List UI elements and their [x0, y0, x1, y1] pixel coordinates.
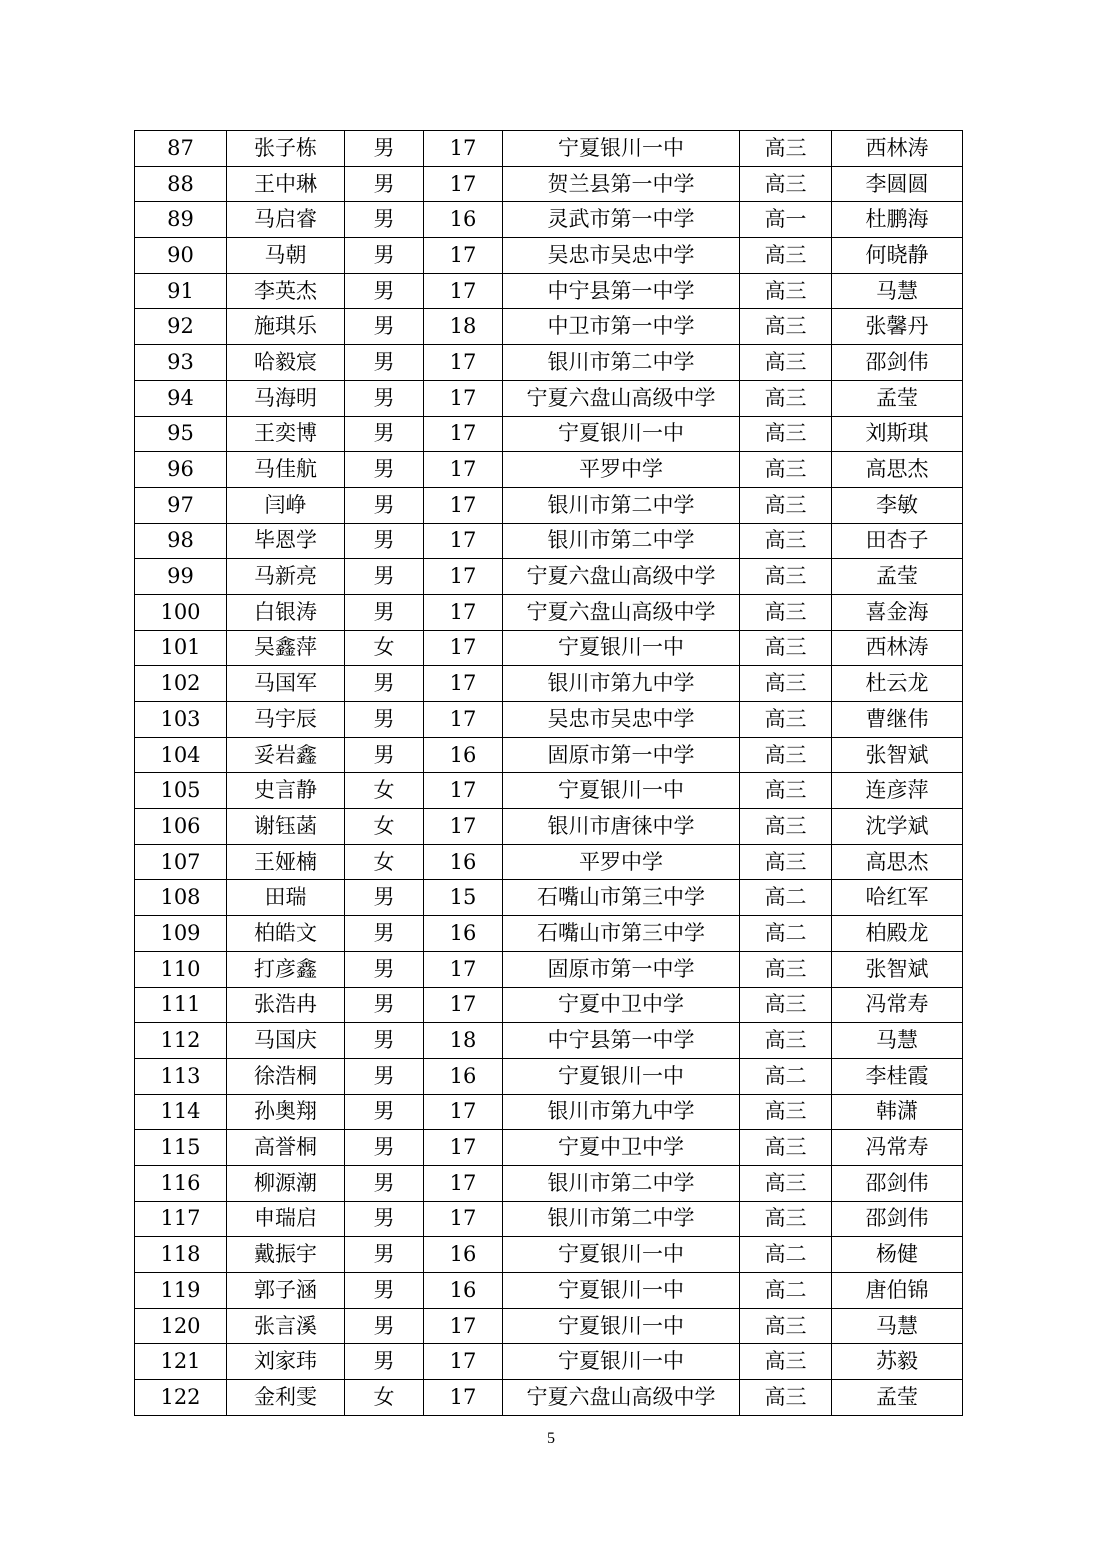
- gender-cell: 男: [345, 1308, 424, 1344]
- age-cell: 17: [424, 559, 503, 595]
- school-cell: 宁夏银川一中: [503, 1058, 740, 1094]
- table-row: [135, 880, 963, 916]
- table-row: [135, 416, 963, 452]
- gender-cell: 男: [345, 737, 424, 773]
- table-row: [135, 1201, 963, 1237]
- grade-cell: 高一: [740, 202, 832, 238]
- teacher-cell: 孟莹: [832, 1380, 963, 1416]
- gender-cell: 男: [345, 1094, 424, 1130]
- table-row: [135, 630, 963, 666]
- teacher-cell: 西林涛: [832, 630, 963, 666]
- teacher-cell: 杜云龙: [832, 666, 963, 702]
- grade-cell: 高三: [740, 487, 832, 523]
- index-cell: 87: [135, 131, 227, 167]
- table-row: [135, 452, 963, 488]
- teacher-cell: 喜金海: [832, 594, 963, 630]
- table-row: [135, 1130, 963, 1166]
- school-cell: 石嘴山市第三中学: [503, 916, 740, 952]
- age-cell: 18: [424, 1023, 503, 1059]
- grade-cell: 高三: [740, 131, 832, 167]
- gender-cell: 男: [345, 345, 424, 381]
- gender-cell: 男: [345, 666, 424, 702]
- school-cell: 银川市第二中学: [503, 1201, 740, 1237]
- index-cell: 106: [135, 809, 227, 845]
- school-cell: 宁夏银川一中: [503, 630, 740, 666]
- grade-cell: 高二: [740, 1058, 832, 1094]
- age-cell: 17: [424, 1201, 503, 1237]
- roster-body: [135, 131, 963, 1416]
- teacher-cell: 沈学斌: [832, 809, 963, 845]
- grade-cell: 高三: [740, 951, 832, 987]
- table-row: [135, 345, 963, 381]
- age-cell: 15: [424, 880, 503, 916]
- school-cell: 石嘴山市第三中学: [503, 880, 740, 916]
- gender-cell: 男: [345, 1165, 424, 1201]
- name-cell: 柳源潮: [227, 1165, 345, 1201]
- age-cell: 17: [424, 416, 503, 452]
- school-cell: 宁夏银川一中: [503, 1344, 740, 1380]
- grade-cell: 高三: [740, 844, 832, 880]
- name-cell: 施琪乐: [227, 309, 345, 345]
- teacher-cell: 邵剑伟: [832, 1201, 963, 1237]
- name-cell: 吴鑫萍: [227, 630, 345, 666]
- grade-cell: 高三: [740, 1201, 832, 1237]
- gender-cell: 男: [345, 309, 424, 345]
- name-cell: 王奕博: [227, 416, 345, 452]
- school-cell: 宁夏银川一中: [503, 1273, 740, 1309]
- age-cell: 17: [424, 238, 503, 274]
- teacher-cell: 李圆圆: [832, 166, 963, 202]
- gender-cell: 男: [345, 487, 424, 523]
- age-cell: 16: [424, 1058, 503, 1094]
- grade-cell: 高三: [740, 238, 832, 274]
- index-cell: 118: [135, 1237, 227, 1273]
- index-cell: 117: [135, 1201, 227, 1237]
- teacher-cell: 连彦萍: [832, 773, 963, 809]
- school-cell: 银川市第二中学: [503, 523, 740, 559]
- table-row: [135, 1165, 963, 1201]
- name-cell: 刘家玮: [227, 1344, 345, 1380]
- gender-cell: 男: [345, 594, 424, 630]
- grade-cell: 高三: [740, 309, 832, 345]
- age-cell: 17: [424, 773, 503, 809]
- age-cell: 16: [424, 202, 503, 238]
- name-cell: 马新亮: [227, 559, 345, 595]
- name-cell: 马国军: [227, 666, 345, 702]
- name-cell: 张子栋: [227, 131, 345, 167]
- age-cell: 17: [424, 809, 503, 845]
- name-cell: 张浩冉: [227, 987, 345, 1023]
- age-cell: 17: [424, 666, 503, 702]
- table-row: [135, 1237, 963, 1273]
- age-cell: 16: [424, 844, 503, 880]
- name-cell: 李英杰: [227, 273, 345, 309]
- grade-cell: 高三: [740, 523, 832, 559]
- gender-cell: 男: [345, 1237, 424, 1273]
- name-cell: 史言静: [227, 773, 345, 809]
- index-cell: 103: [135, 702, 227, 738]
- school-cell: 银川市第二中学: [503, 345, 740, 381]
- table-row: [135, 1273, 963, 1309]
- table-row: [135, 594, 963, 630]
- age-cell: 17: [424, 1130, 503, 1166]
- name-cell: 谢钰菡: [227, 809, 345, 845]
- age-cell: 17: [424, 345, 503, 381]
- teacher-cell: 杨健: [832, 1237, 963, 1273]
- grade-cell: 高三: [740, 1344, 832, 1380]
- name-cell: 王娅楠: [227, 844, 345, 880]
- school-cell: 固原市第一中学: [503, 951, 740, 987]
- index-cell: 107: [135, 844, 227, 880]
- index-cell: 122: [135, 1380, 227, 1416]
- name-cell: 马佳航: [227, 452, 345, 488]
- grade-cell: 高三: [740, 809, 832, 845]
- school-cell: 中宁县第一中学: [503, 1023, 740, 1059]
- table-row: [135, 737, 963, 773]
- teacher-cell: 何晓静: [832, 238, 963, 274]
- school-cell: 银川市第九中学: [503, 666, 740, 702]
- index-cell: 116: [135, 1165, 227, 1201]
- table-row: [135, 380, 963, 416]
- name-cell: 申瑞启: [227, 1201, 345, 1237]
- index-cell: 102: [135, 666, 227, 702]
- grade-cell: 高二: [740, 916, 832, 952]
- grade-cell: 高三: [740, 559, 832, 595]
- name-cell: 马国庆: [227, 1023, 345, 1059]
- table-row: [135, 1058, 963, 1094]
- school-cell: 中宁县第一中学: [503, 273, 740, 309]
- table-row: [135, 1094, 963, 1130]
- teacher-cell: 杜鹏海: [832, 202, 963, 238]
- teacher-cell: 西林涛: [832, 131, 963, 167]
- index-cell: 99: [135, 559, 227, 595]
- index-cell: 94: [135, 380, 227, 416]
- age-cell: 16: [424, 916, 503, 952]
- index-cell: 121: [135, 1344, 227, 1380]
- name-cell: 马启睿: [227, 202, 345, 238]
- age-cell: 17: [424, 523, 503, 559]
- name-cell: 金利雯: [227, 1380, 345, 1416]
- table-row: [135, 1023, 963, 1059]
- grade-cell: 高二: [740, 1273, 832, 1309]
- teacher-cell: 马慧: [832, 1308, 963, 1344]
- table-row: [135, 131, 963, 167]
- gender-cell: 男: [345, 273, 424, 309]
- school-cell: 吴忠市吴忠中学: [503, 702, 740, 738]
- gender-cell: 男: [345, 238, 424, 274]
- school-cell: 银川市唐徕中学: [503, 809, 740, 845]
- name-cell: 高誉桐: [227, 1130, 345, 1166]
- teacher-cell: 孟莹: [832, 380, 963, 416]
- age-cell: 18: [424, 309, 503, 345]
- age-cell: 17: [424, 166, 503, 202]
- name-cell: 马海明: [227, 380, 345, 416]
- name-cell: 郭子涵: [227, 1273, 345, 1309]
- age-cell: 17: [424, 702, 503, 738]
- grade-cell: 高三: [740, 737, 832, 773]
- teacher-cell: 韩潇: [832, 1094, 963, 1130]
- age-cell: 17: [424, 487, 503, 523]
- gender-cell: 男: [345, 987, 424, 1023]
- teacher-cell: 冯常寿: [832, 987, 963, 1023]
- age-cell: 17: [424, 380, 503, 416]
- grade-cell: 高三: [740, 1165, 832, 1201]
- grade-cell: 高三: [740, 166, 832, 202]
- age-cell: 16: [424, 1237, 503, 1273]
- gender-cell: 男: [345, 702, 424, 738]
- gender-cell: 男: [345, 131, 424, 167]
- table-row: [135, 559, 963, 595]
- gender-cell: 男: [345, 880, 424, 916]
- index-cell: 109: [135, 916, 227, 952]
- gender-cell: 女: [345, 809, 424, 845]
- table-row: [135, 844, 963, 880]
- teacher-cell: 李敏: [832, 487, 963, 523]
- index-cell: 97: [135, 487, 227, 523]
- grade-cell: 高三: [740, 630, 832, 666]
- index-cell: 119: [135, 1273, 227, 1309]
- age-cell: 17: [424, 1308, 503, 1344]
- teacher-cell: 唐伯锦: [832, 1273, 963, 1309]
- grade-cell: 高三: [740, 1308, 832, 1344]
- teacher-cell: 冯常寿: [832, 1130, 963, 1166]
- teacher-cell: 刘斯琪: [832, 416, 963, 452]
- name-cell: 毕恩学: [227, 523, 345, 559]
- grade-cell: 高三: [740, 1130, 832, 1166]
- grade-cell: 高三: [740, 380, 832, 416]
- index-cell: 101: [135, 630, 227, 666]
- gender-cell: 男: [345, 1023, 424, 1059]
- table-row: [135, 809, 963, 845]
- table-row: [135, 916, 963, 952]
- table-row: [135, 166, 963, 202]
- table-row: [135, 666, 963, 702]
- table-row: [135, 238, 963, 274]
- teacher-cell: 哈红军: [832, 880, 963, 916]
- name-cell: 田瑞: [227, 880, 345, 916]
- age-cell: 17: [424, 1165, 503, 1201]
- name-cell: 闫峥: [227, 487, 345, 523]
- school-cell: 平罗中学: [503, 452, 740, 488]
- age-cell: 17: [424, 630, 503, 666]
- school-cell: 灵武市第一中学: [503, 202, 740, 238]
- table-row: [135, 1344, 963, 1380]
- school-cell: 银川市第二中学: [503, 487, 740, 523]
- name-cell: 白银涛: [227, 594, 345, 630]
- table-row: [135, 702, 963, 738]
- index-cell: 91: [135, 273, 227, 309]
- age-cell: 16: [424, 737, 503, 773]
- grade-cell: 高三: [740, 987, 832, 1023]
- school-cell: 银川市第二中学: [503, 1165, 740, 1201]
- grade-cell: 高三: [740, 773, 832, 809]
- index-cell: 88: [135, 166, 227, 202]
- age-cell: 17: [424, 594, 503, 630]
- grade-cell: 高三: [740, 345, 832, 381]
- index-cell: 96: [135, 452, 227, 488]
- grade-cell: 高二: [740, 1237, 832, 1273]
- gender-cell: 女: [345, 630, 424, 666]
- teacher-cell: 苏毅: [832, 1344, 963, 1380]
- name-cell: 妥岩鑫: [227, 737, 345, 773]
- index-cell: 89: [135, 202, 227, 238]
- name-cell: 打彦鑫: [227, 951, 345, 987]
- gender-cell: 男: [345, 916, 424, 952]
- teacher-cell: 马慧: [832, 1023, 963, 1059]
- age-cell: 16: [424, 1273, 503, 1309]
- gender-cell: 男: [345, 559, 424, 595]
- name-cell: 戴振宇: [227, 1237, 345, 1273]
- teacher-cell: 高思杰: [832, 844, 963, 880]
- grade-cell: 高三: [740, 452, 832, 488]
- gender-cell: 男: [345, 1130, 424, 1166]
- gender-cell: 男: [345, 202, 424, 238]
- grade-cell: 高三: [740, 666, 832, 702]
- age-cell: 17: [424, 951, 503, 987]
- index-cell: 115: [135, 1130, 227, 1166]
- index-cell: 98: [135, 523, 227, 559]
- name-cell: 张言溪: [227, 1308, 345, 1344]
- index-cell: 100: [135, 594, 227, 630]
- school-cell: 宁夏中卫中学: [503, 1130, 740, 1166]
- table-row: [135, 523, 963, 559]
- school-cell: 宁夏六盘山高级中学: [503, 380, 740, 416]
- index-cell: 93: [135, 345, 227, 381]
- teacher-cell: 邵剑伟: [832, 1165, 963, 1201]
- age-cell: 17: [424, 987, 503, 1023]
- teacher-cell: 孟莹: [832, 559, 963, 595]
- school-cell: 宁夏银川一中: [503, 131, 740, 167]
- school-cell: 吴忠市吴忠中学: [503, 238, 740, 274]
- teacher-cell: 柏殿龙: [832, 916, 963, 952]
- teacher-cell: 张智斌: [832, 737, 963, 773]
- grade-cell: 高三: [740, 594, 832, 630]
- school-cell: 贺兰县第一中学: [503, 166, 740, 202]
- gender-cell: 男: [345, 1201, 424, 1237]
- gender-cell: 女: [345, 1380, 424, 1416]
- school-cell: 固原市第一中学: [503, 737, 740, 773]
- name-cell: 柏皓文: [227, 916, 345, 952]
- school-cell: 宁夏银川一中: [503, 1308, 740, 1344]
- student-roster-table: [134, 130, 963, 1416]
- grade-cell: 高三: [740, 702, 832, 738]
- index-cell: 105: [135, 773, 227, 809]
- gender-cell: 女: [345, 773, 424, 809]
- index-cell: 120: [135, 1308, 227, 1344]
- gender-cell: 男: [345, 416, 424, 452]
- index-cell: 110: [135, 951, 227, 987]
- index-cell: 114: [135, 1094, 227, 1130]
- index-cell: 112: [135, 1023, 227, 1059]
- age-cell: 17: [424, 131, 503, 167]
- index-cell: 113: [135, 1058, 227, 1094]
- gender-cell: 男: [345, 1344, 424, 1380]
- school-cell: 宁夏六盘山高级中学: [503, 594, 740, 630]
- index-cell: 104: [135, 737, 227, 773]
- name-cell: 马宇辰: [227, 702, 345, 738]
- table-row: [135, 202, 963, 238]
- gender-cell: 男: [345, 166, 424, 202]
- age-cell: 17: [424, 1094, 503, 1130]
- table-row: [135, 1308, 963, 1344]
- school-cell: 宁夏中卫中学: [503, 987, 740, 1023]
- grade-cell: 高三: [740, 416, 832, 452]
- gender-cell: 女: [345, 844, 424, 880]
- table-row: [135, 273, 963, 309]
- gender-cell: 男: [345, 1058, 424, 1094]
- index-cell: 92: [135, 309, 227, 345]
- gender-cell: 男: [345, 951, 424, 987]
- age-cell: 17: [424, 1380, 503, 1416]
- index-cell: 95: [135, 416, 227, 452]
- teacher-cell: 邵剑伟: [832, 345, 963, 381]
- name-cell: 哈毅宸: [227, 345, 345, 381]
- page-number: 5: [547, 1430, 555, 1447]
- table-row: [135, 987, 963, 1023]
- teacher-cell: 田杏子: [832, 523, 963, 559]
- table-row: [135, 773, 963, 809]
- teacher-cell: 张智斌: [832, 951, 963, 987]
- index-cell: 108: [135, 880, 227, 916]
- gender-cell: 男: [345, 1273, 424, 1309]
- table-row: [135, 309, 963, 345]
- age-cell: 17: [424, 1344, 503, 1380]
- teacher-cell: 张馨丹: [832, 309, 963, 345]
- grade-cell: 高三: [740, 1380, 832, 1416]
- name-cell: 徐浩桐: [227, 1058, 345, 1094]
- age-cell: 17: [424, 452, 503, 488]
- school-cell: 银川市第九中学: [503, 1094, 740, 1130]
- name-cell: 王中琳: [227, 166, 345, 202]
- teacher-cell: 李桂霞: [832, 1058, 963, 1094]
- name-cell: 孙奥翔: [227, 1094, 345, 1130]
- school-cell: 宁夏银川一中: [503, 1237, 740, 1273]
- grade-cell: 高三: [740, 273, 832, 309]
- school-cell: 中卫市第一中学: [503, 309, 740, 345]
- table-row: [135, 1380, 963, 1416]
- school-cell: 宁夏银川一中: [503, 416, 740, 452]
- index-cell: 90: [135, 238, 227, 274]
- gender-cell: 男: [345, 452, 424, 488]
- gender-cell: 男: [345, 523, 424, 559]
- table-row: [135, 487, 963, 523]
- grade-cell: 高三: [740, 1094, 832, 1130]
- school-cell: 宁夏六盘山高级中学: [503, 559, 740, 595]
- school-cell: 宁夏六盘山高级中学: [503, 1380, 740, 1416]
- grade-cell: 高二: [740, 880, 832, 916]
- grade-cell: 高三: [740, 1023, 832, 1059]
- teacher-cell: 曹继伟: [832, 702, 963, 738]
- index-cell: 111: [135, 987, 227, 1023]
- school-cell: 宁夏银川一中: [503, 773, 740, 809]
- teacher-cell: 马慧: [832, 273, 963, 309]
- gender-cell: 男: [345, 380, 424, 416]
- name-cell: 马朝: [227, 238, 345, 274]
- table-row: [135, 951, 963, 987]
- school-cell: 平罗中学: [503, 844, 740, 880]
- teacher-cell: 高思杰: [832, 452, 963, 488]
- age-cell: 17: [424, 273, 503, 309]
